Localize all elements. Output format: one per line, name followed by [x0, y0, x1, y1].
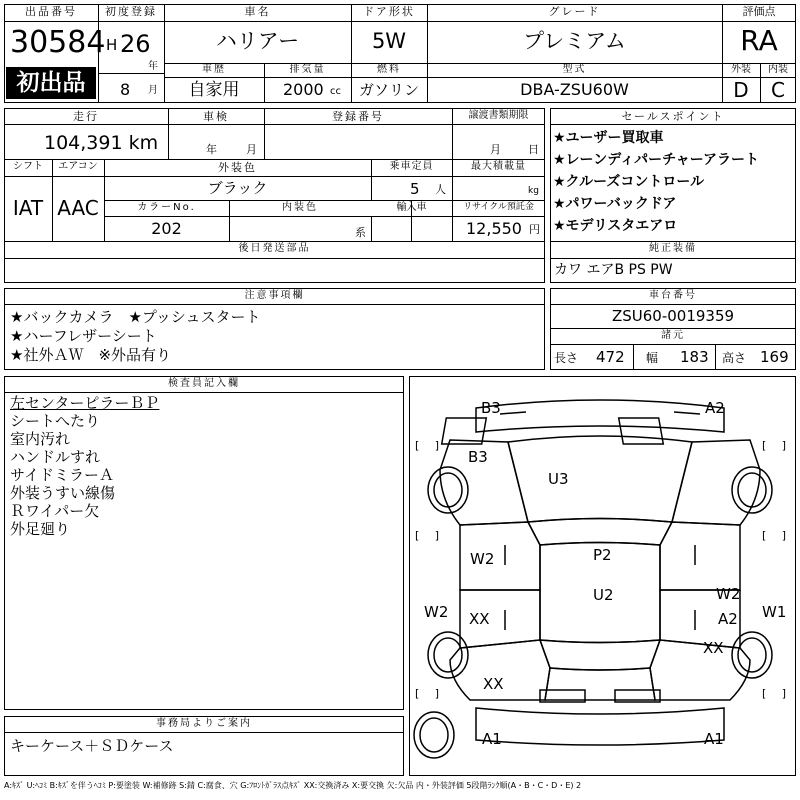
exterior-grade: D	[733, 78, 749, 102]
sales-point-1: ★ユーザー買取車	[553, 130, 664, 146]
year-unit: 年	[148, 61, 158, 72]
recycle-fee-label: リサイクル預託金	[463, 202, 534, 212]
fuel-label: 燃料	[377, 64, 401, 75]
damage-mark-w2-front-door: W2	[470, 550, 495, 568]
damage-mark-xx-left-door: XX	[469, 610, 490, 628]
length-value: 472	[596, 348, 625, 366]
inspector-notes-label: 検査員記入欄	[168, 378, 240, 389]
caution-line-2: ★ハーフレザーシート	[10, 327, 157, 345]
body-color: ブラック	[207, 179, 268, 197]
caution-line-1: ★バックカメラ ★プッシュスタート	[10, 308, 261, 326]
aircon-type: AAC	[57, 196, 99, 220]
capacity-label: 乗車定員	[389, 161, 434, 172]
height-value: 169	[760, 348, 789, 366]
lot-number: 30584	[10, 25, 106, 60]
equipment-label: 純正装備	[649, 243, 697, 254]
model-label: 型式	[562, 64, 587, 75]
sales-point-4: ★パワーバックドア	[553, 196, 677, 212]
chassis-number: ZSU60-0019359	[611, 307, 735, 325]
interior-grade: C	[771, 78, 785, 102]
inspector-note-6: 外装うすい線傷	[10, 484, 116, 502]
displacement-label: 排気量	[289, 64, 326, 75]
inspector-note-1: 左センターピラーＢＰ	[10, 394, 160, 412]
damage-mark-a2-bumper: A2	[705, 399, 725, 417]
damage-mark-a1-rear-left: A1	[482, 730, 502, 748]
evaluation-label: 評価点	[742, 5, 776, 18]
capacity-unit: 人	[435, 183, 446, 196]
inspector-note-5: サイドミラーＡ	[10, 466, 114, 484]
inspection-month-unit: 月	[246, 143, 257, 156]
transfer-day-unit: 日	[528, 143, 539, 156]
transfer-month-unit: 月	[490, 143, 501, 156]
fuel-type: ガソリン	[358, 81, 419, 99]
interior-label: 内装	[768, 64, 788, 75]
diagram-bracket-left-1: [ ]	[415, 439, 446, 452]
recycle-fee-unit: 円	[529, 223, 540, 236]
damage-mark-w2-right-door: W2	[716, 585, 741, 603]
width-value: 183	[680, 348, 709, 366]
diagram-bracket-right-1: [ ]	[762, 439, 793, 452]
color-number-label: カラーNo.	[137, 202, 196, 213]
transfer-deadline-label: 譲渡書類期限	[468, 110, 529, 121]
sales-point-5: ★モデリスタエアロ	[553, 218, 678, 234]
inspector-note-2: シートへたり	[10, 412, 101, 430]
inspection-year-unit: 年	[206, 143, 217, 156]
mileage: 104,391 km	[44, 132, 159, 154]
inspector-note-4: ハンドルすれ	[10, 448, 101, 466]
color-label: 外装色	[218, 161, 257, 174]
model-code: DBA-ZSU60W	[520, 80, 629, 99]
equipment-value: カワ エアB PS PW	[554, 262, 673, 278]
car-name: ハリアー	[215, 29, 300, 53]
damage-mark-w2-left-edge: W2	[424, 603, 449, 621]
damage-mark-a2-right-door: A2	[718, 610, 738, 628]
caution-label: 注意事項欄	[244, 290, 305, 301]
registration-month: 8	[120, 80, 131, 99]
door-type: 5W	[371, 29, 407, 53]
era-letter: H	[106, 36, 118, 54]
registration-number-label: 登録番号	[332, 110, 384, 123]
caution-line-3: ★社外ＡＷ ※外品有り	[10, 346, 172, 364]
shift-type: IAT	[12, 196, 44, 220]
diagram-bracket-left-2: [ ]	[415, 529, 446, 542]
grade: プレミアム	[523, 29, 626, 53]
width-label: 幅	[646, 351, 659, 365]
height-label: 高さ	[722, 351, 747, 365]
door-label: ドア形状	[363, 5, 415, 18]
registration-year: 26	[120, 30, 151, 58]
specs-label: 諸元	[661, 330, 685, 341]
diagram-bracket-right-3: [ ]	[762, 687, 793, 700]
car-name-label: 車名	[244, 5, 271, 18]
damage-mark-u2-roof: U2	[593, 586, 614, 604]
damage-mark-a1-rear-right: A1	[704, 730, 724, 748]
diagram-bracket-right-2: [ ]	[762, 529, 793, 542]
office-note: キーケース＋ＳＤケース	[10, 737, 174, 755]
damage-mark-b3-fender: B3	[468, 448, 488, 466]
recycle-fee: 12,550	[466, 219, 522, 238]
diagram-bracket-left-3: [ ]	[415, 687, 446, 700]
seating-capacity: 5	[410, 180, 420, 198]
displacement-unit: cc	[330, 86, 341, 97]
damage-mark-w1-right-edge: W1	[762, 603, 787, 621]
office-notes-label: 事務局よりご案内	[156, 718, 252, 729]
color-number: 202	[151, 219, 182, 238]
sales-points-label: セールスポイント	[621, 110, 725, 123]
damage-mark-xx-rear-quarter: XX	[483, 675, 504, 693]
sales-point-3: ★クルーズコントロール	[553, 174, 705, 190]
inspection-label: 車検	[203, 110, 229, 123]
length-label: 長さ	[554, 351, 579, 365]
aircon-label: エアコン	[58, 161, 98, 172]
month-unit: 月	[148, 85, 158, 96]
inspector-note-7: Ｒワイパー欠	[10, 502, 100, 520]
damage-mark-xx-right-quarter: XX	[703, 639, 724, 657]
damage-mark-b3-bumper: B3	[481, 399, 501, 417]
import-label: 輸入車	[396, 202, 427, 213]
sales-point-2: ★レーンディパーチャーアラート	[553, 152, 760, 168]
damage-mark-p2-roof: P2	[593, 546, 612, 564]
max-load-label: 最大積載量	[471, 161, 526, 172]
chassis-number-label: 車台番号	[649, 290, 697, 301]
inspector-note-3: 室内汚れ	[10, 430, 71, 448]
first-listing-badge: 初出品	[6, 67, 96, 99]
later-parts-label: 後日発送部品	[238, 243, 311, 254]
mileage-label: 走行	[73, 110, 99, 123]
grade-label: グレード	[548, 5, 601, 18]
damage-legend: A:ｷｽﾞ U:ﾍｺﾐ B:ｷｽﾞを伴うﾍｺﾐ P:要塗装 W:補修跡 S:錆 C:腐食、穴 G:ﾌﾛﾝﾄｶﾞﾗｽ点ｷｽﾞ XX:交換済み X:要交換 欠:欠品 内・外装評価 5段階ﾗﾝｸ順(A・B・C・D・E) 2	[4, 781, 582, 790]
vehicle-history: 自家用	[188, 80, 240, 100]
displacement: 2000	[283, 80, 324, 99]
lot-number-label: 出品番号	[25, 5, 77, 18]
inspector-note-8: 外足廻り	[10, 520, 71, 538]
interior-color-unit: 系	[355, 226, 366, 239]
first-registration-label: 初度登録	[105, 5, 157, 18]
max-load-unit: kg	[528, 186, 539, 196]
interior-color-label: 内装色	[282, 202, 318, 213]
evaluation-score: RA	[740, 24, 778, 57]
damage-mark-u3-hood: U3	[548, 470, 569, 488]
history-label: 車歴	[202, 64, 226, 75]
exterior-label: 外装	[731, 64, 751, 75]
shift-label: シフト	[13, 161, 43, 172]
